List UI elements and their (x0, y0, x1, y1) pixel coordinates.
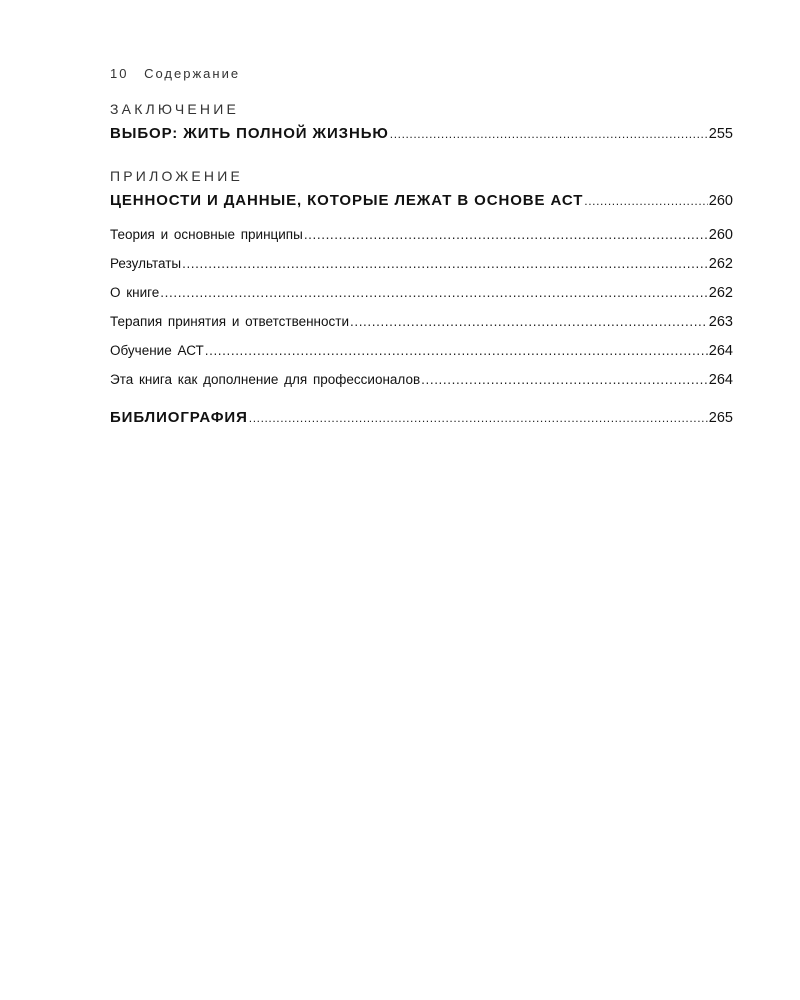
toc-subentry-page: 260 (708, 227, 733, 243)
toc-subentry-title: Теория и основные принципы (110, 227, 303, 242)
toc-entry-title: ЦЕННОСТИ И ДАННЫЕ, КОТОРЫЕ ЛЕЖАТ В ОСНОВЕ АСТ (110, 192, 584, 209)
toc-subentry[interactable] (110, 278, 733, 307)
toc-subentry[interactable] (110, 220, 733, 249)
dot-leader (421, 365, 708, 394)
section-label-conclusion: ЗАКЛЮЧЕНИЕ (110, 101, 239, 117)
toc-entry-page: 255 (708, 126, 733, 142)
toc-subentry-title: Терапия принятия и ответственности (110, 314, 349, 329)
toc-entry-appendix[interactable] (110, 189, 733, 213)
dot-leader (390, 122, 708, 146)
toc-subentry-page: 262 (708, 256, 733, 272)
toc-entry-conclusion[interactable] (110, 122, 733, 146)
dot-leader (249, 406, 708, 430)
dot-leader (205, 336, 708, 365)
toc-subentry-page: 264 (708, 372, 733, 388)
dot-leader (584, 189, 708, 213)
running-head-title: Содержание (144, 66, 241, 81)
dot-leader (182, 249, 708, 278)
toc-subentry-page: 264 (708, 343, 733, 359)
dot-leader (350, 307, 708, 336)
toc-subentry-title: О книге (110, 285, 160, 300)
toc-entry-bibliography[interactable] (110, 406, 733, 430)
toc-subentry-title: Результаты (110, 256, 182, 271)
toc-subentry[interactable] (110, 249, 733, 278)
toc-entry-title: ВЫБОР: ЖИТЬ ПОЛНОЙ ЖИЗНЬЮ (110, 125, 389, 142)
dot-leader (304, 220, 708, 249)
page-number: 10 (110, 66, 129, 81)
toc-subentry[interactable] (110, 336, 733, 365)
toc-page (110, 64, 733, 430)
toc-entry-page: 265 (708, 410, 733, 426)
running-head (110, 64, 733, 84)
toc-subentry-title: Эта книга как дополнение для профессионалов (110, 372, 421, 387)
toc-subentry[interactable] (110, 365, 733, 394)
toc-entry-title: БИБЛИОГРАФИЯ (110, 409, 248, 426)
section-label-appendix: ПРИЛОЖЕНИЕ (110, 168, 244, 184)
toc-subentry-title: Обучение АСТ (110, 343, 204, 358)
toc-subentry[interactable] (110, 307, 733, 336)
toc-entry-page: 260 (708, 193, 733, 209)
toc-subentry-page: 262 (708, 285, 733, 301)
toc-subentry-page: 263 (708, 314, 733, 330)
dot-leader (160, 278, 708, 307)
